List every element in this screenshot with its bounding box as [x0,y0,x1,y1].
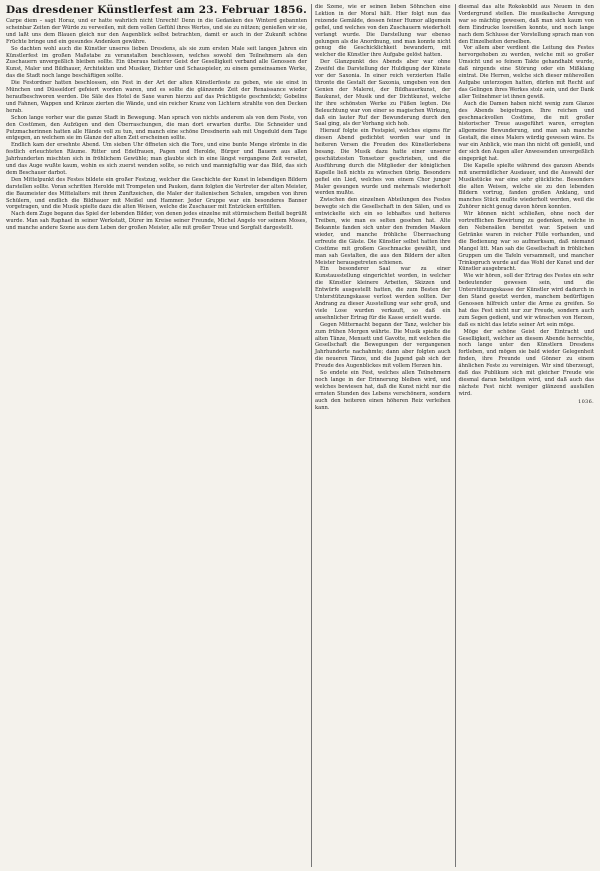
article-title: Das dresdener Künstlerfest am 23. Februar 1856. [6,4,308,16]
paragraph: Carpe diem – sagt Horaz, und er hatte wahrlich nicht Unrecht! Denn in die Gedanken des Winterd gebannten scheinbar Zeiten der Würde zu verweilen, mit dem vollen Gefühl ihres Wertes, und sie zu nützen; genießen wir sie, und laßt uns dem Blauen gleich nur den Augenblick selbst betrachten, damit er auch in der Zukunft schöne Früchte bringe und ein gesundes Andenken gewähre. [6,18,308,45]
paragraph: So endete ein Fest, welches allen Teilnehmern noch lange in der Erinnerung bleiben wird, und welches bewiesen hat, daß die Kunst nicht nur die ernsten Stunden des Lebens verschönern, sondern auch den heiteren einen höheren Reiz verleihen kann. [315,370,451,411]
paragraph: Zwischen den einzelnen Abteilungen des Festes bewegte sich die Gesellschaft in den Sälen, und es entwickelte sich ein so lebhaftes und heiteres Treiben, wie man es selten gesehen hat. Alte Bekannte fanden sich unter den fremden Masken wieder, und manche fröhliche Überraschung erfreute die Gäste. Die Künstler selbst hatten ihre Costüme mit großem Geschmacke gewählt, und man sah Gestalten, die aus den Bildern der alten Meister herausgetreten schienen. [315,197,451,266]
paragraph: Der Glanzpunkt des Abends aber war ohne Zweifel die Darstellung der Huldigung der Künste vor der Saxonia. In einer reich verzierten Halle thronte die Gestalt der Saxonia, umgeben von den Genien der Malerei, der Bildhauerkunst, der Baukunst, der Musik und der Dichtkunst, welche ihr ihre schönsten Werke zu Füßen legten. Die Beleuchtung war von einer so magischen Wirkung, daß ein lauter Ruf der Bewunderung durch den Saal ging, als der Vorhang sich hob. [315,59,451,128]
paragraph: Nach dem Zuge begann das Spiel der lebenden Bilder, von denen jedes einzelne mit stürmischem Beifall begrüßt wurde. Man sah Raphael in seiner Werkstatt, Dürer im Kreise seiner Freunde, Michel Angelo vor seinem Moses, und manche andere Szene aus dem Leben der großen Meister, alle mit großer Treue und Sorgfalt dargestellt. [6,211,308,232]
article-signature: 1036. [578,398,594,405]
article-column-3 [459,4,594,867]
paragraph: Wie wir hören, soll der Ertrag des Festes ein sehr bedeutender gewesen sein, und die Unterstützungskasse der Künstler wird dadurch in den Stand gesetzt werden, manchem bedürftigen Genossen hilfreich unter die Arme zu greifen. So hat das Fest nicht nur zur Freude, sondern auch zum Segen gedient, und wir wünschen von Herzen, daß es nicht das letzte seiner Art sein möge. [458,273,594,328]
paragraph: Schon lange vorher war die ganze Stadt in Bewegung. Man sprach von nichts anderem als von dem Feste, von den Costümen, den Aufzügen und den Überraschungen, die man dort erwarten durfte. Die Schneider und Putzmacherinnen hatten alle Hände voll zu tun, und manch eine schöne Dresdnerin sah mit Ungeduld dem Tage entgegen, an welchem sie im Glanze der alten Zeit erscheinen sollte. [6,114,308,142]
paragraph: die Szene, wie er seinen lieben Söhnchen eine Lektion in der Moral hält. Hier folgt nun das reizende Gemälde, dessen feiner Humor allgemein gefiel, und welches von den Zuschauern wiederholt verlangt wurde. Die Darstellung war ebenso gelungen als die Anordnung, und man konnte nicht genug die Geschicklichkeit bewundern, mit welcher die Künstler ihre Aufgabe gelöst hatten. [315,4,451,59]
paragraph: Endlich kam der ersehnte Abend. Um sieben Uhr öffneten sich die Tore, und eine bunte Menge strömte in die festlich erleuchteten Räume. Ritter und Edelfrauen, Pagen und Herolde, Bürger und Bauern aus allen Jahrhunderten mischten sich in fröhlichem Gewühle; man glaubte sich in eine längst vergangene Zeit versetzt, und das Auge wußte kaum, wohin es sich zuerst wenden sollte, so reich und mannigfaltig war das Bild, das sich dem Beschauer darbot. [6,142,308,176]
paragraph: Vor allem aber verdient die Leitung des Festes hervorgehoben zu werden, welche mit so großer Umsicht und so feinem Takte gehandhabt wurde, daß nirgends eine Störung oder ein Mißklang eintrat. Die Herren, welche sich dieser mühevollen Aufgabe unterzogen hatten, dürfen mit Recht auf das Gelingen ihres Werkes stolz sein, und der Dank aller Teilnehmer ist ihnen gewiß. [458,45,594,100]
article-columns [6,4,594,867]
paragraph: Den Mittelpunkt des Festes bildete ein großer Festzug, welcher die Geschichte der Kunst in lebendigen Bildern darstellen sollte. Voran schritten Herolde mit Trompeten und Pauken, dann folgten die Vertreter der alten Meister, die Baumeister des Mittelalters mit ihren Zunftzeichen, die Maler der italienischen Schulen, umgeben von ihren Schülern, und endlich die Bildhauer mit Meißel und Hammer. Jeder Gruppe war ein besonderes Banner vorgetragen, und die Musik spielte dazu die alten Weisen, welche die Zuschauer mit Entzücken erfüllten. [6,176,308,211]
paragraph: Gegen Mitternacht begann der Tanz, welcher bis zum frühen Morgen währte. Die Musik spielte die alten Tänze, Menuett und Gavotte, mit welchen die Gesellschaft die Bewegungen der vergangenen Jahrhunderte nachahmte; dann aber folgten auch die neueren Tänze, und die Jugend gab sich der Freude des Augenblickes mit vollem Herzen hin. [315,321,451,370]
article-column-1 [6,4,307,867]
paragraph: Hierauf folgte ein Festspiel, welches eigens für diesen Abend gedichtet worden war und in heiteren Versen die Freuden des Künstlerlebens besang. Die Musik dazu hatte einer unserer geschätztesten Tonsetzer geschrieben, und die Ausführung durch die Mitglieder der königlichen Kapelle ließ nichts zu wünschen übrig. Besonders gefiel ein Lied, welches von einem Chor junger Maler gesungen wurde und mehrmals wiederholt werden mußte. [315,128,451,197]
paragraph: Die Festordner hatten beschlossen, ein Fest in der Art der alten Künstlerfeste zu geben, wie sie einst in München und Düsseldorf gefeiert worden waren, und es sollte die glänzende Zeit der Renaissance wieder heraufbeschworen werden. Die Säle des Hotel de Saxe waren hierzu auf das Prächtigste geschmückt; Gobelins und Fahnen, Wappen und Kränze zierten die Wände, und ein reicher Kranz von Lichtern strahlte von den Decken herab. [6,80,308,114]
paragraph: Auch die Damen haben nicht wenig zum Glanze des Abends beigetragen. Ihre reichen und geschmackvollen Costüme, die mit großer historischer Treue ausgeführt waren, erregten allgemeine Bewunderung, und man sah manche Gestalt, die eines Malers würdig gewesen wäre. Es war ein Anblick, wie man ihn nicht oft genießt, und der sich den Augen aller Anwesenden unvergeßlich eingeprägt hat. [458,100,594,162]
paragraph: Wir können nicht schließen, ohne noch der vortrefflichen Bewirtung zu gedenken, welche in den Nebensälen bereitet war. Speisen und Getränke waren in reicher Fülle vorhanden, und die Bedienung war so aufmerksam, daß niemand Mangel litt. Man sah die Gesellschaft in fröhlichen Gruppen um die Tafeln versammelt, und mancher Trinkspruch wurde auf das Wohl der Kunst und der Künstler ausgebracht. [458,211,594,273]
paragraph: diesmal das alte Rokokobild aus Neuem in den Vordergrund stellen. Die musikalische Anregung war so mächtig gewesen, daß man sich kaum von dem Eindrucke losreißen konnte, und noch lange nach dem Schlusse der Vorstellung sprach man von den Einzelheiten derselben. [458,4,594,45]
article-column-2 [315,4,450,867]
paragraph: Ein besonderer Saal war zu einer Kunstausstellung eingerichtet worden, in welcher die Künstler kleinere Arbeiten, Skizzen und Entwürfe ausgestellt hatten, die zum Besten der Unterstützungskasse verlost werden sollten. Der Andrang zu dieser Ausstellung war sehr groß, und viele Lose wurden verkauft, so daß ein ansehnlicher Ertrag für die Kasse erzielt wurde. [315,266,451,321]
paragraph: Möge der schöne Geist der Eintracht und Geselligkeit, welcher an diesem Abende herrschte, noch lange unter den Künstlern Dresdens fortleben, und mögen sie bald wieder Gelegenheit finden, ihre Freunde und Gönner zu einem ähnlichen Feste zu vereinigen. Wir sind überzeugt, daß das Publikum sich mit gleicher Freude wie diesmal daran beteiligen wird, und daß auch das nächste Fest nicht weniger glänzend ausfallen wird. [458,328,594,397]
paragraph: Die Kapelle spielte während des ganzen Abends mit unermüdlicher Ausdauer, und die Auswahl der Musikstücke war eine sehr glückliche. Besonders die alten Weisen, welche sie zu den lebenden Bildern vortrug, fanden großen Anklang, und manches Stück mußte wiederholt werden, weil die Zuhörer nicht genug davon hören konnten. [458,162,594,211]
paragraph: So dachten wohl auch die Künstler unseres lieben Dresdens, als sie zum ersten Male seit langen Jahren ein Künstlerfest im großen Maßstabe zu veranstalten beschlossen, welches sowohl den Teilnehmern als den Zuschauern unvergeßlich bleiben sollte. Ein überaus heiterer Geist der Geselligkeit verband alle Genossen der Kunst, Maler und Bildhauer, Architekten und Musiker, Dichter und Schauspieler, zu einem gemeinsamen Werke, das die Stadt noch lange beschäftigen sollte. [6,45,308,80]
